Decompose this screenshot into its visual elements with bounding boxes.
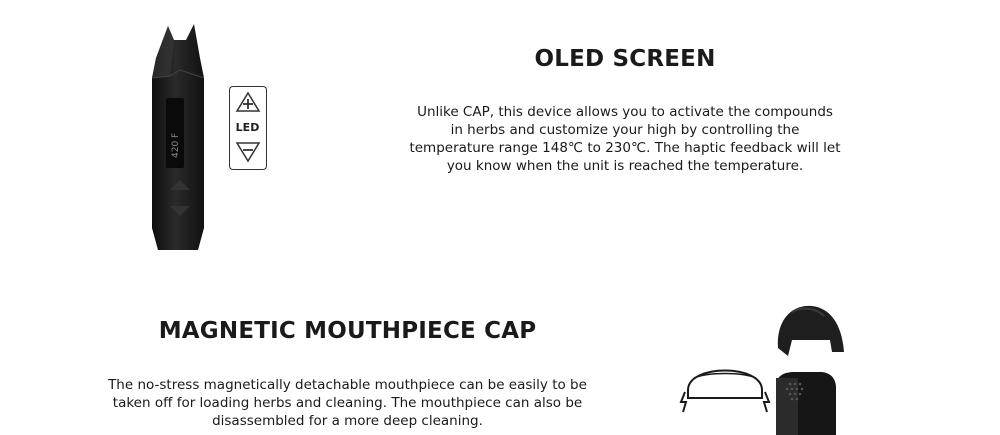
plus-icon [235, 91, 261, 117]
description-line: Unlike CAP, this device allows you to activate the compounds [417, 104, 833, 120]
description-line: temperature range 148℃ to 230℃. The haptic feedback will let [409, 140, 841, 156]
magnetic-cap-icon [678, 350, 772, 416]
description-line: in herbs and customize your high by controlling the [450, 122, 800, 138]
magnetic-mouthpiece-description [70, 376, 625, 430]
magnetic-mouthpiece-heading: MAGNETIC MOUTHPIECE CAP [158, 318, 537, 344]
oled-screen-heading: OLED SCREEN [534, 46, 716, 72]
device-top-image [770, 370, 840, 435]
mouthpiece-cap-image [772, 300, 848, 360]
led-control-diagram [229, 86, 267, 170]
oled-screen-description [370, 103, 880, 175]
vaporizer-device-image [140, 18, 220, 254]
description-line: The no-stress magnetically detachable mouthpiece can be easily to be [108, 377, 587, 393]
description-line: disassembled for a more deep cleaning. [212, 413, 483, 429]
minus-icon [235, 139, 261, 165]
led-label: LED [235, 121, 260, 134]
device-screen-readout: 420 F [171, 132, 181, 158]
description-line: taken off for loading herbs and cleaning. The mouthpiece can also be [112, 395, 583, 411]
description-line: you know when the unit is reached the temperature. [446, 158, 804, 174]
